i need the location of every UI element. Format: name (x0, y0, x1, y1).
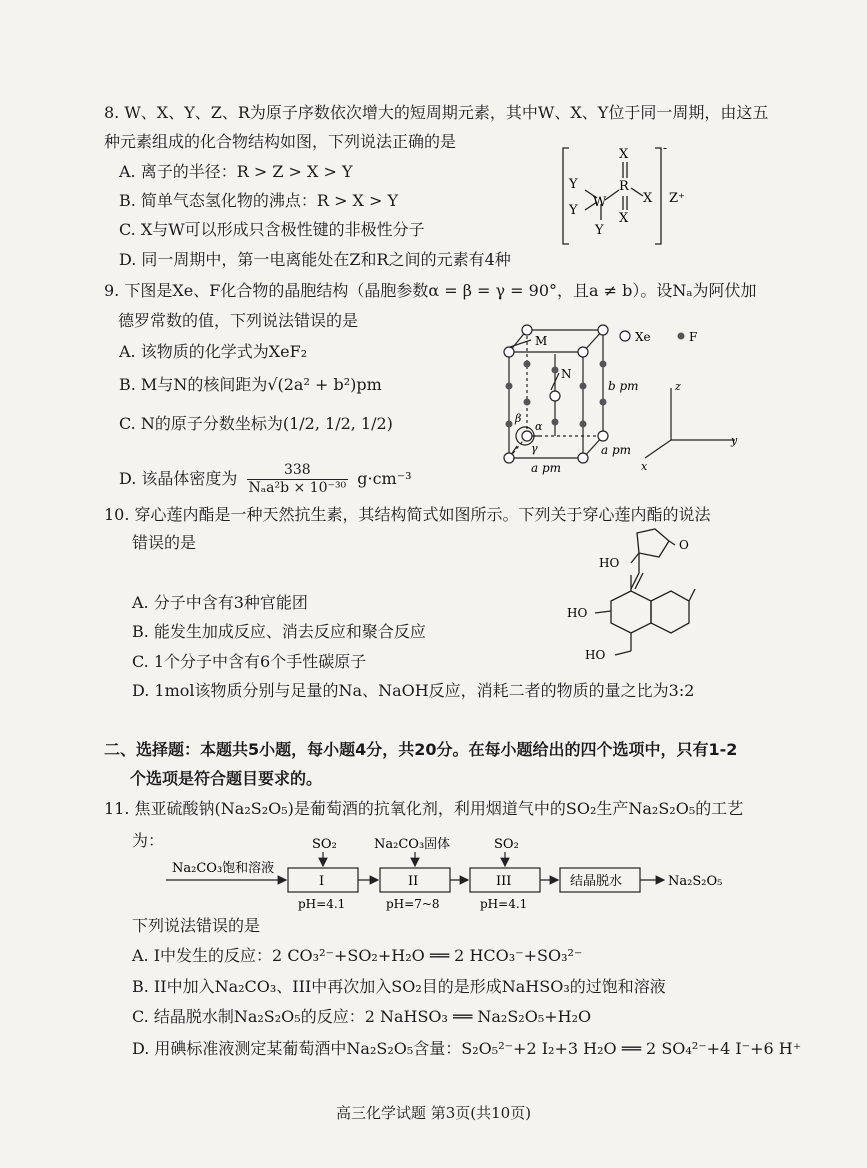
q8-atom-y-2: Y (569, 203, 578, 218)
q9-option-a: A. 该物质的化学式为XeF₂ (119, 342, 308, 361)
q8-atom-y-1: Y (569, 177, 578, 192)
q11-flow-box-1: I (319, 874, 325, 889)
q9-axis-z: z (675, 380, 681, 393)
q11-flow-box-3: III (496, 874, 512, 889)
q9-stem-line2: 德罗常数的值，下列说法错误的是 (118, 311, 359, 330)
q9-axis-x: x (641, 460, 648, 473)
q9-legend-f: F (689, 330, 698, 344)
q9-label-n: N (561, 367, 572, 381)
q9-label-a-side: a pm (601, 443, 632, 457)
q10-option-d: D. 1mol该物质分别与足量的Na、NaOH反应，消耗二者的物质的量之比为3:2 (132, 681, 695, 700)
q10-stem-line1: 10. 穿心莲内酯是一种天然抗生素，其结构简式如图所示。下列关于穿心莲内酯的说法 (104, 505, 711, 524)
q8-anion-charge: - (663, 141, 668, 155)
q11-flow-so2-2: SO₂ (494, 837, 519, 852)
q9-option-c: C. N的原子分数坐标为(1/2, 1/2, 1/2) (119, 414, 393, 433)
q8-option-a: A. 离子的半径：R > Z > X > Y (119, 162, 353, 181)
q11-option-a: A. I中发生的反应：2 CO₃²⁻+SO₂+H₂O ══ 2 HCO₃⁻+SO₃²⁻ (132, 946, 583, 965)
q8-option-d: D. 同一周期中，第一电离能处在Z和R之间的元素有4种 (119, 250, 511, 269)
q8-stem-line2: 种元素组成的化合物结构如图，下列说法正确的是 (104, 132, 457, 151)
q11-stem-line3: 下列说法错误的是 (132, 916, 261, 935)
q8-cation: Z⁺ (669, 191, 685, 206)
q10-label-ho-3: HO (585, 648, 606, 662)
q11-option-d: D. 用碘标准液测定某葡萄酒中Na₂S₂O₅含量：S₂O₅²⁻+2 I₂+3 H₂O ══ 2 SO₄²⁻+4 I⁻+6 H⁺ (132, 1039, 802, 1058)
q10-structure-figure (555, 525, 705, 665)
q11-flow-solid: Na₂CO₃固体 (374, 837, 451, 852)
q11-flow-ph-2: pH=7~8 (386, 897, 440, 911)
q11-flow-ph-1: pH=4.1 (298, 897, 346, 911)
q10-option-a: A. 分子中含有3种官能团 (132, 593, 308, 612)
q9-density-fraction (247, 462, 349, 497)
q9-stem-line1: 9. 下图是Xe、F化合物的晶胞结构（晶胞参数α = β = γ = 90°，且a ≠ b）。设Nₐ为阿伏加 (104, 281, 757, 300)
q10-option-b: B. 能发生加成反应、消去反应和聚合反应 (132, 622, 426, 641)
section2-heading-line2: 个选项是符合题目要求的。 (130, 769, 323, 788)
section2-heading-line1: 二、选择题：本题共5小题，每小题4分，共20分。在每小题给出的四个选项中，只有1-2 (104, 740, 738, 759)
q9-option-b: B. M与N的核间距为√(2a² + b²)pm (119, 375, 382, 394)
q8-option-c: C. X与W可以形成只含极性键的非极性分子 (119, 220, 425, 239)
q9-legend-xe: Xe (635, 330, 651, 344)
q8-atom-w: W (593, 195, 607, 210)
q11-flowchart (160, 832, 780, 914)
q8-atom-x-right: X (643, 191, 653, 206)
page-footer: 高三化学试题 第3页(共10页) (335, 1104, 532, 1122)
q10-atom-o: O (679, 538, 689, 552)
q11-stem-line2: 为： (132, 831, 165, 850)
q8-option-b: B. 简单气态氢化物的沸点：R > X > Y (119, 191, 399, 210)
q9-label-m: M (535, 334, 548, 348)
q8-structure-figure (555, 140, 715, 250)
q11-option-c: C. 结晶脱水制Na₂S₂O₅的反应：2 NaHSO₃ ══ Na₂S₂O₅+H₂O (132, 1007, 592, 1026)
q8-atom-x-top: X (619, 147, 629, 162)
q9-density-denominator: Nₐa²b × 10⁻³⁰ (248, 480, 347, 496)
q11-flow-ph-3: pH=4.1 (480, 897, 528, 911)
q10-label-ho-1: HO (599, 556, 620, 570)
q11-flow-so2-1: SO₂ (312, 837, 337, 852)
q9-axis-y: y (731, 434, 738, 447)
q11-flow-input: Na₂CO₃饱和溶液 (172, 861, 275, 876)
q9-label-beta: β (515, 412, 522, 425)
q9-label-b: b pm (608, 379, 639, 393)
q9-option-d (119, 462, 412, 497)
q8-atom-r: R (619, 179, 629, 194)
q9-cell-figure (495, 318, 755, 478)
q11-option-b: B. II中加入Na₂CO₃、III中再次加入SO₂目的是形成NaHSO₃的过饱和溶液 (132, 977, 666, 996)
q9-density-numerator: 338 (247, 462, 349, 480)
q9-label-gamma: γ (531, 442, 538, 455)
q8-atom-y-3: Y (595, 223, 604, 238)
q11-flow-box-4: 结晶脱水 (570, 874, 623, 889)
q10-option-c: C. 1个分子中含有6个手性碳原子 (132, 652, 367, 671)
q8-atom-x-bottom: X (619, 211, 629, 226)
q8-stem-line1: 8. W、X、Y、Z、R为原子序数依次增大的短周期元素，其中W、X、Y位于同一周期，由这五 (104, 103, 769, 122)
q9-label-a-bottom: a pm (531, 461, 562, 475)
q9-option-d-prefix: D. 该晶体密度为 (119, 469, 238, 488)
q11-flow-output: Na₂S₂O₅ (668, 874, 723, 889)
q10-label-ho-2: HO (567, 606, 588, 620)
q11-flow-box-2: II (408, 874, 419, 889)
q11-stem-line1: 11. 焦亚硫酸钠(Na₂S₂O₅)是葡萄酒的抗氧化剂，利用烟道气中的SO₂生产Na₂S₂O₅的工艺 (104, 799, 744, 818)
q9-label-alpha: α (535, 420, 543, 433)
q10-stem-line2: 错误的是 (132, 533, 197, 552)
q9-density-unit: g·cm⁻³ (357, 469, 412, 488)
